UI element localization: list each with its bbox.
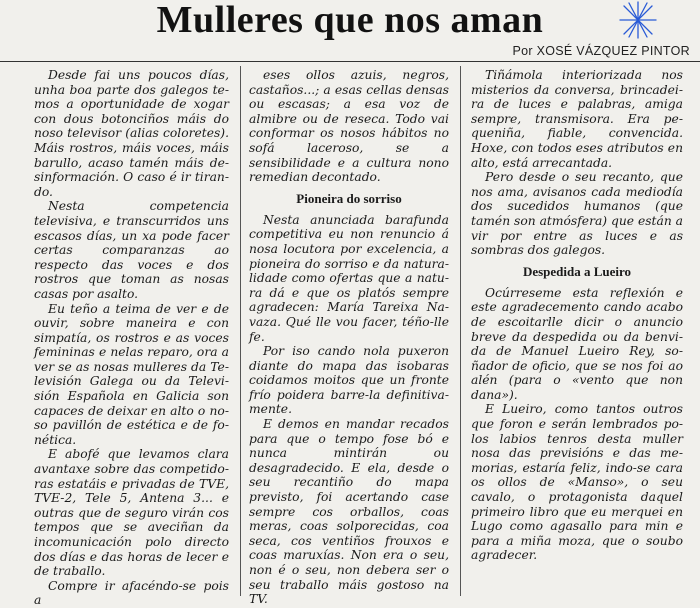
paragraph: Nesta competencia televisiva, e transcurridos uns escasos días, un xa pode facer certas comparanzas ao respecto das voces e dos rostros que toman as nosas casas por asalto.	[34, 199, 229, 301]
paragraph: Compre ir afacéndo-se pois a	[34, 578, 229, 608]
article-headline: Mulleres que nos aman	[156, 0, 544, 41]
article-column-2	[249, 68, 449, 607]
article-column-3	[471, 68, 683, 598]
column-divider	[460, 66, 461, 596]
star-doodle-icon	[614, 0, 662, 40]
header-divider	[0, 61, 700, 62]
paragraph: Ocúrreseme esta reflexión e este agradecemento cando acabo de escoitarlle dicir o anuncio breve da despedida ou da benvida de Manuel Lueiro Rey, soñador de oficio, que se nos foi ao alén (para o «vento que non dana»).	[471, 285, 683, 402]
paragraph: Nesta anunciada barafunda competitiva eu non renuncio á nosa locutora por excelencia, a pioneira do sorriso e da naturalidade como ofertas que a natura dá e que os platós sempre agradecen: María Tareixa Navaza. Qué lle vou facer, téño-lle fe.	[249, 212, 449, 344]
paragraph: Eu teño a teima de ver e de ouvir, sobre maneira e con simpatía, os rostros e as voces femininas e nelas reparo, ora a ver se as nosas mulleres da Televisión Galega ou da Televisión Española en Galicia son capaces de deixar en alto o noso pavillón de estética e de fonética.	[34, 301, 229, 447]
column-divider	[240, 66, 241, 596]
paragraph: Pero desde o seu recanto, que nos ama, avisanos cada mediodía dos sucedidos humanos (que tamén son atmósfera) que están a vir por entre as luces e as sombras dos galegos.	[471, 170, 683, 258]
paragraph: E Lueiro, como tantos outros que foron e serán lembrados polos labios tenros desta muller nosa das previsións e das memorias, estaría feliz, indo-se cara os ollos de «Manso», o seu cavalo, o protagonista daquel primeiro libro que eu merquei en Lugo como agasallo para min e para a miña moza, que o soubo agradecer.	[471, 402, 683, 563]
paragraph: Por iso cando nola puxeron diante do mapa das isobaras coidamos moitos que un fronte frío poidera barre-la definitivamente.	[249, 344, 449, 417]
article-column-1	[34, 68, 229, 608]
paragraph: Tiñámola interiorizada nos misterios da conversa, brincadeira de luces e palabras, amiga sempre, transmisora. Era pequeniña, fiable, convencida. Hoxe, con todos eses atributos en alto, está arrecantada.	[471, 68, 683, 170]
article-byline: Por XOSÉ VÁZQUEZ PINTOR	[512, 44, 690, 58]
paragraph: E demos en mandar recados para que o tempo fose bó e nunca mintirán ou desagradecido. E ela, desde o seu recantiño do mapa previsto, foi acertando case sempre cos orballos, coas meras, coas solporecidas, coa seca, cos ventiños frouxos e coas maruxías. Non era o seu, non é o seu, non debera ser o seu traballo máis gostoso na TV.	[249, 417, 449, 607]
paragraph: eses ollos azuis, negros, castaños...; a esas cellas densas ou escasas; a esa voz de almibre ou de reseca. Todo vai conformar os nosos hábitos no sofá laceroso, se a sensibilidade e a cultura nono remedian decontado.	[249, 68, 449, 185]
paragraph: E abofé que levamos clara avantaxe sobre das competidoras estatáis e privadas de TVE, TVE-2, Tele 5, Antena 3... e outras que de seguro virán cos tempos que se aveciñan da incomunicación polo directo dos días e das horas de lecer e de traballo.	[34, 447, 229, 579]
paragraph: Desde fai uns poucos días, unha boa parte dos galegos temos a oportunidade de xogar con dous botonciños máis do noso televisor (alias coloretes). Máis rostros, máis voces, máis barullo, acaso tamén máis desinformación. O caso é ir tirando.	[34, 68, 229, 199]
section-subheading: Pioneira do sorriso	[296, 190, 402, 206]
section-subheading: Despedida a Lueiro	[522, 263, 632, 279]
